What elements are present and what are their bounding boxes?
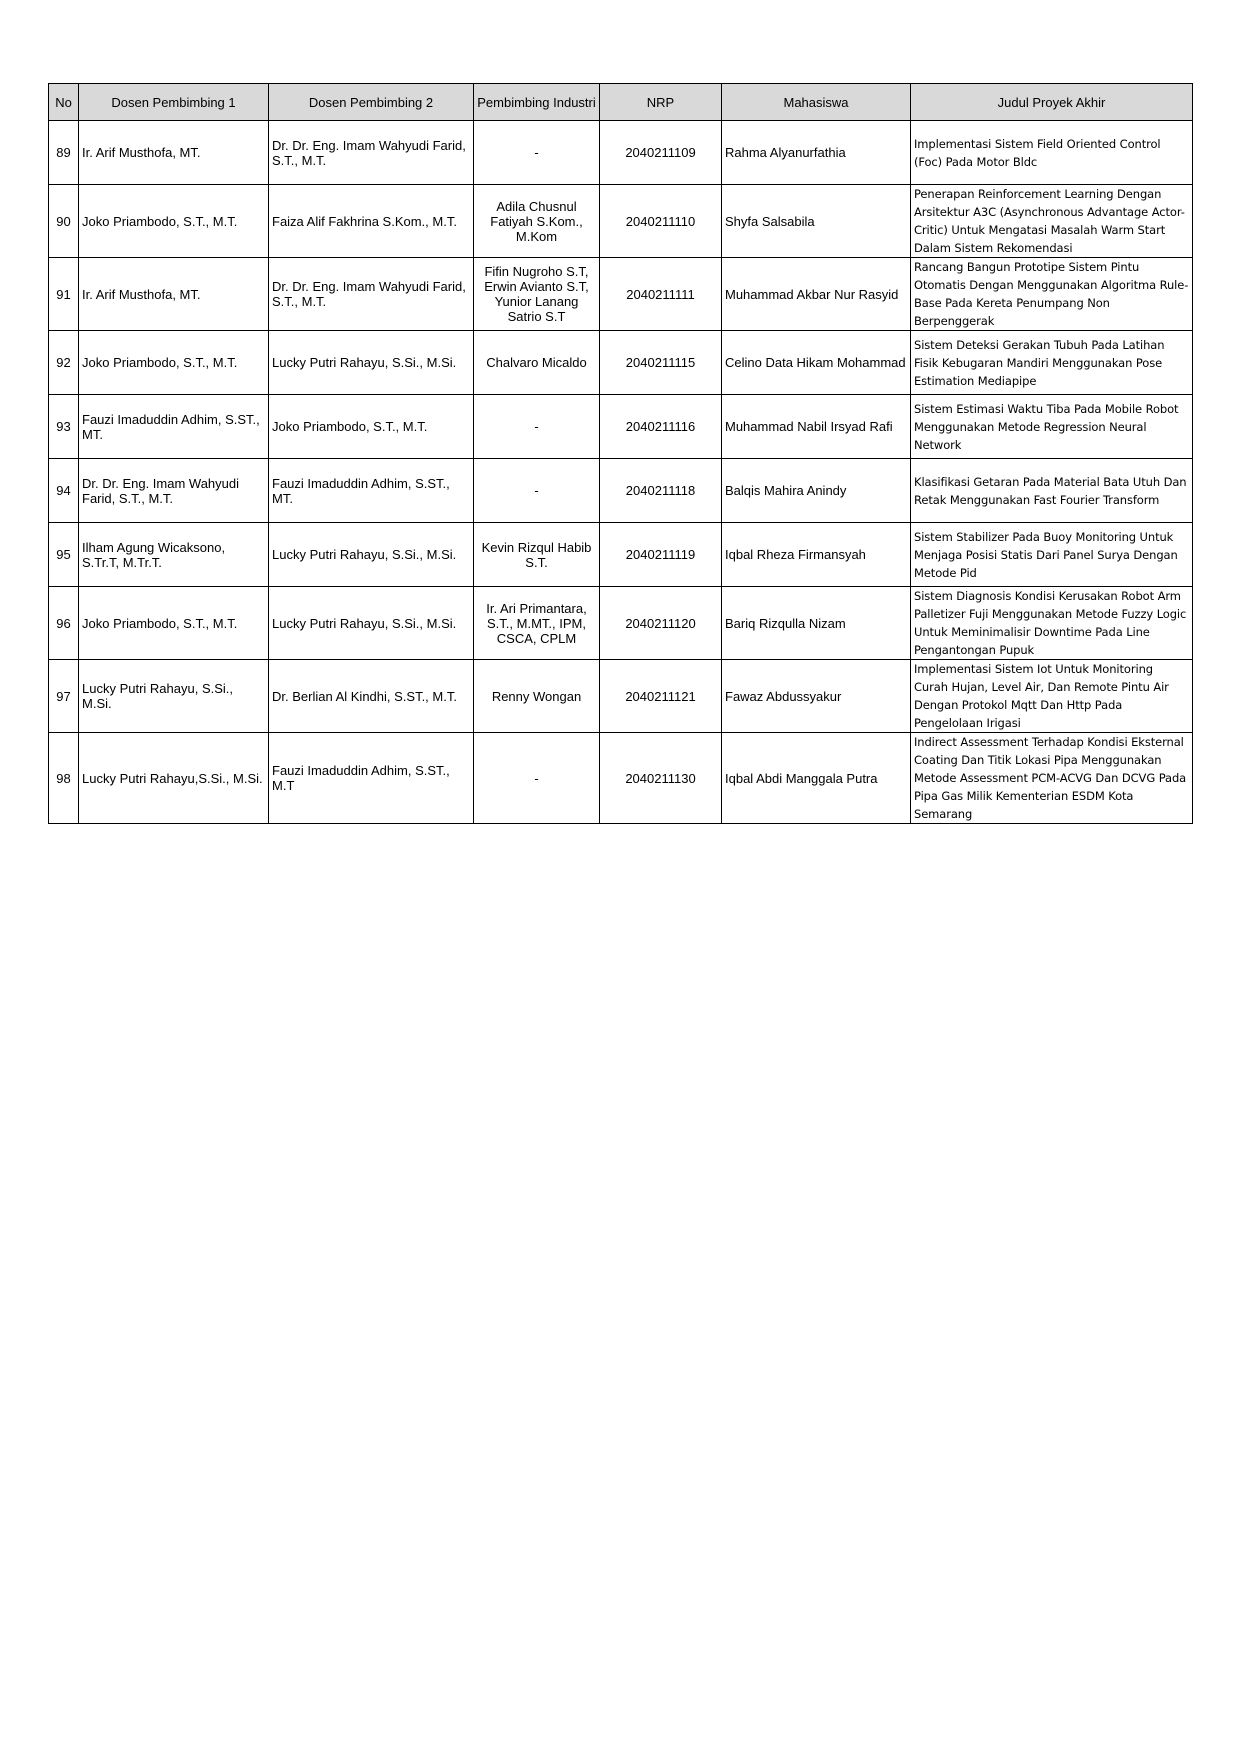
cell-industri: - — [474, 459, 600, 523]
cell-nrp: 2040211130 — [600, 733, 722, 824]
table-row — [49, 660, 1193, 733]
header-pembimbing-industri: Pembimbing Industri — [474, 84, 600, 121]
cell-judul: Sistem Stabilizer Pada Buoy Monitoring Untuk Menjaga Posisi Statis Dari Panel Surya Dengan Metode Pid — [911, 523, 1193, 587]
cell-mahasiswa: Fawaz Abdussyakur — [722, 660, 911, 733]
cell-industri: Ir. Ari Primantara, S.T., M.MT., IPM, CSCA, CPLM — [474, 587, 600, 660]
cell-nrp: 2040211118 — [600, 459, 722, 523]
header-mahasiswa: Mahasiswa — [722, 84, 911, 121]
cell-nrp: 2040211115 — [600, 331, 722, 395]
table-row — [49, 733, 1193, 824]
cell-nrp: 2040211110 — [600, 185, 722, 258]
table-row — [49, 185, 1193, 258]
cell-dosen-2: Dr. Dr. Eng. Imam Wahyudi Farid, S.T., M.T. — [269, 121, 474, 185]
header-judul-proyek-akhir: Judul Proyek Akhir — [911, 84, 1193, 121]
cell-judul: Rancang Bangun Prototipe Sistem Pintu Otomatis Dengan Menggunakan Algoritma Rule-Base Pada Kereta Penumpang Non Berpenggerak — [911, 258, 1193, 331]
cell-judul: Klasifikasi Getaran Pada Material Bata Utuh Dan Retak Menggunakan Fast Fourier Transform — [911, 459, 1193, 523]
cell-nrp: 2040211109 — [600, 121, 722, 185]
cell-no: 91 — [49, 258, 79, 331]
cell-dosen-1: Ir. Arif Musthofa, MT. — [79, 121, 269, 185]
table-row — [49, 523, 1193, 587]
cell-mahasiswa: Iqbal Abdi Manggala Putra — [722, 733, 911, 824]
cell-dosen-1: Joko Priambodo, S.T., M.T. — [79, 587, 269, 660]
header-dosen-pembimbing-2: Dosen Pembimbing 2 — [269, 84, 474, 121]
cell-judul: Indirect Assessment Terhadap Kondisi Eksternal Coating Dan Titik Lokasi Pipa Menggunakan Metode Assessment PCM-ACVG Dan DCVG Pada Pipa Gas Milik Kementerian ESDM Kota Semarang — [911, 733, 1193, 824]
cell-industri: Adila Chusnul Fatiyah S.Kom., M.Kom — [474, 185, 600, 258]
cell-mahasiswa: Rahma Alyanurfathia — [722, 121, 911, 185]
table-row — [49, 459, 1193, 523]
cell-nrp: 2040211121 — [600, 660, 722, 733]
header-no: No — [49, 84, 79, 121]
cell-dosen-2: Fauzi Imaduddin Adhim, S.ST., M.T — [269, 733, 474, 824]
cell-mahasiswa: Celino Data Hikam Mohammad — [722, 331, 911, 395]
cell-judul: Penerapan Reinforcement Learning Dengan Arsitektur A3C (Asynchronous Advantage Actor-Critic) Untuk Mengatasi Masalah Warm Start Dalam Sistem Rekomendasi — [911, 185, 1193, 258]
cell-dosen-2: Lucky Putri Rahayu, S.Si., M.Si. — [269, 331, 474, 395]
project-table — [48, 83, 1193, 824]
cell-no: 90 — [49, 185, 79, 258]
cell-no: 94 — [49, 459, 79, 523]
cell-industri: - — [474, 121, 600, 185]
cell-industri: Fifin Nugroho S.T, Erwin Avianto S.T, Yunior Lanang Satrio S.T — [474, 258, 600, 331]
cell-judul: Sistem Estimasi Waktu Tiba Pada Mobile Robot Menggunakan Metode Regression Neural Network — [911, 395, 1193, 459]
cell-dosen-1: Joko Priambodo, S.T., M.T. — [79, 185, 269, 258]
cell-industri: - — [474, 733, 600, 824]
cell-dosen-1: Ilham Agung Wicaksono, S.Tr.T, M.Tr.T. — [79, 523, 269, 587]
cell-no: 95 — [49, 523, 79, 587]
cell-dosen-1: Joko Priambodo, S.T., M.T. — [79, 331, 269, 395]
cell-dosen-1: Lucky Putri Rahayu, S.Si., M.Si. — [79, 660, 269, 733]
cell-judul: Implementasi Sistem Iot Untuk Monitoring Curah Hujan, Level Air, Dan Remote Pintu Air Dengan Protokol Mqtt Dan Http Pada Pengelolaan Irigasi — [911, 660, 1193, 733]
table-row — [49, 258, 1193, 331]
cell-mahasiswa: Muhammad Nabil Irsyad Rafi — [722, 395, 911, 459]
cell-mahasiswa: Balqis Mahira Anindy — [722, 459, 911, 523]
cell-nrp: 2040211119 — [600, 523, 722, 587]
cell-dosen-2: Lucky Putri Rahayu, S.Si., M.Si. — [269, 523, 474, 587]
cell-dosen-2: Joko Priambodo, S.T., M.T. — [269, 395, 474, 459]
cell-dosen-2: Dr. Dr. Eng. Imam Wahyudi Farid, S.T., M.T. — [269, 258, 474, 331]
cell-dosen-1: Fauzi Imaduddin Adhim, S.ST., MT. — [79, 395, 269, 459]
header-dosen-pembimbing-1: Dosen Pembimbing 1 — [79, 84, 269, 121]
cell-dosen-1: Dr. Dr. Eng. Imam Wahyudi Farid, S.T., M.T. — [79, 459, 269, 523]
cell-industri: Renny Wongan — [474, 660, 600, 733]
cell-dosen-2: Dr. Berlian Al Kindhi, S.ST., M.T. — [269, 660, 474, 733]
cell-nrp: 2040211120 — [600, 587, 722, 660]
cell-judul: Sistem Diagnosis Kondisi Kerusakan Robot Arm Palletizer Fuji Menggunakan Metode Fuzzy Logic Untuk Meminimalisir Downtime Pada Line Pengantongan Pupuk — [911, 587, 1193, 660]
cell-nrp: 2040211116 — [600, 395, 722, 459]
cell-no: 96 — [49, 587, 79, 660]
cell-no: 89 — [49, 121, 79, 185]
cell-judul: Sistem Deteksi Gerakan Tubuh Pada Latihan Fisik Kebugaran Mandiri Menggunakan Pose Estimation Mediapipe — [911, 331, 1193, 395]
header-nrp: NRP — [600, 84, 722, 121]
cell-mahasiswa: Shyfa Salsabila — [722, 185, 911, 258]
cell-dosen-1: Lucky Putri Rahayu,S.Si., M.Si. — [79, 733, 269, 824]
cell-mahasiswa: Bariq Rizqulla Nizam — [722, 587, 911, 660]
table-row — [49, 121, 1193, 185]
table-row — [49, 395, 1193, 459]
cell-dosen-2: Faiza Alif Fakhrina S.Kom., M.T. — [269, 185, 474, 258]
header-row — [49, 84, 1193, 121]
cell-dosen-2: Fauzi Imaduddin Adhim, S.ST., MT. — [269, 459, 474, 523]
cell-industri: Chalvaro Micaldo — [474, 331, 600, 395]
cell-mahasiswa: Iqbal Rheza Firmansyah — [722, 523, 911, 587]
cell-mahasiswa: Muhammad Akbar Nur Rasyid — [722, 258, 911, 331]
cell-judul: Implementasi Sistem Field Oriented Control (Foc) Pada Motor Bldc — [911, 121, 1193, 185]
cell-no: 98 — [49, 733, 79, 824]
cell-industri: - — [474, 395, 600, 459]
cell-industri: Kevin Rizqul Habib S.T. — [474, 523, 600, 587]
cell-no: 97 — [49, 660, 79, 733]
cell-dosen-2: Lucky Putri Rahayu, S.Si., M.Si. — [269, 587, 474, 660]
cell-no: 93 — [49, 395, 79, 459]
cell-dosen-1: Ir. Arif Musthofa, MT. — [79, 258, 269, 331]
cell-no: 92 — [49, 331, 79, 395]
table-row — [49, 587, 1193, 660]
cell-nrp: 2040211111 — [600, 258, 722, 331]
table-row — [49, 331, 1193, 395]
